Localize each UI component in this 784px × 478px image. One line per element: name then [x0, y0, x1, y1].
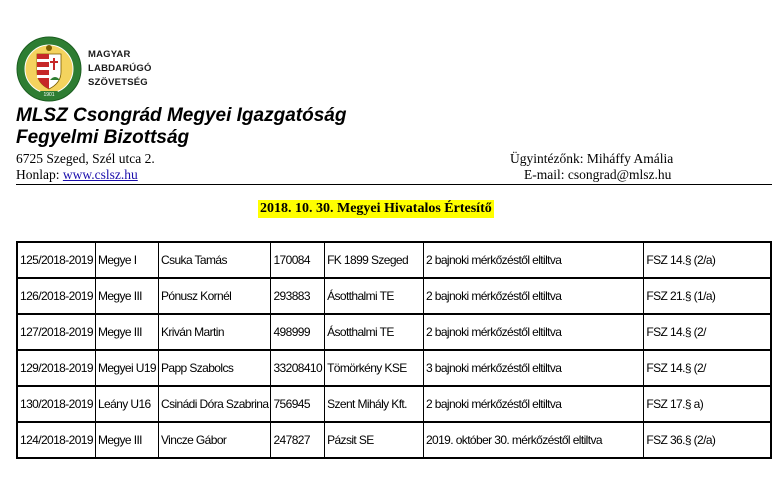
- case-number-cell: 129/2018-2019: [17, 350, 95, 386]
- player-name-cell: Csuka Tamás: [159, 242, 271, 278]
- rule-reference-cell: FSZ 14.§ (2/a): [644, 242, 771, 278]
- player-id-cell: 293883: [271, 278, 325, 314]
- mlsz-crest-icon: [16, 36, 82, 102]
- logo-line-1: MAGYAR: [88, 49, 131, 60]
- website-label: Honlap:: [16, 167, 63, 182]
- table-row: [17, 350, 771, 386]
- player-id-cell: 247827: [271, 422, 325, 458]
- sanction-cell: 2 bajnoki mérkőzéstől eltiltva: [423, 386, 643, 422]
- table-row: [17, 314, 771, 350]
- rule-reference-cell: FSZ 21.§ (1/a): [644, 278, 771, 314]
- league-cell: Megye III: [95, 422, 158, 458]
- contact-email: E-mail: csongrad@mlsz.hu: [524, 167, 672, 182]
- sanction-cell: 2 bajnoki mérkőzéstől eltiltva: [423, 314, 643, 350]
- address: 6725 Szeged, Szél utca 2.: [16, 151, 155, 166]
- sanction-cell: 2019. október 30. mérkőzéstől eltiltva: [423, 422, 643, 458]
- case-number-cell: 124/2018-2019: [17, 422, 95, 458]
- player-id-cell: 756945: [271, 386, 325, 422]
- case-number-cell: 126/2018-2019: [17, 278, 95, 314]
- player-name-cell: Vincze Gábor: [159, 422, 271, 458]
- club-cell: FK 1899 Szeged: [325, 242, 424, 278]
- logo-line-2: LABDARÚGÓ: [88, 63, 152, 74]
- player-id-cell: 170084: [271, 242, 325, 278]
- organization-subtitle: Fegyelmi Bizottság: [16, 127, 190, 148]
- player-name-cell: Kriván Martin: [159, 314, 271, 350]
- club-cell: Ásotthalmi TE: [325, 314, 424, 350]
- club-cell: Szent Mihály Kft.: [325, 386, 424, 422]
- table-row: [17, 278, 771, 314]
- club-cell: Pázsit SE: [325, 422, 424, 458]
- player-id-cell: 498999: [271, 314, 325, 350]
- player-name-cell: Pónusz Kornél: [159, 278, 271, 314]
- rule-reference-cell: FSZ 36.§ (2/a): [644, 422, 771, 458]
- rule-reference-cell: FSZ 14.§ (2/: [644, 314, 771, 350]
- case-handler: Ügyintézőnk: Miháffy Amália: [510, 151, 674, 166]
- svg-text:1901: 1901: [43, 92, 55, 98]
- club-cell: Ásotthalmi TE: [325, 278, 424, 314]
- header-divider: [16, 184, 772, 185]
- league-cell: Megye III: [95, 278, 158, 314]
- league-cell: Leány U16: [95, 386, 158, 422]
- table-row: [17, 386, 771, 422]
- rule-reference-cell: FSZ 14.§ (2/: [644, 350, 771, 386]
- player-id-cell: 33208410: [271, 350, 325, 386]
- table-row: [17, 422, 771, 458]
- disciplinary-table: [16, 241, 772, 459]
- case-number-cell: 125/2018-2019: [17, 242, 95, 278]
- league-cell: Megye I: [95, 242, 158, 278]
- case-number-cell: 127/2018-2019: [17, 314, 95, 350]
- organization-title: MLSZ Csongrád Megyei Igazgatóság: [16, 105, 347, 126]
- player-name-cell: Csinádi Dóra Szabrina: [159, 386, 271, 422]
- player-name-cell: Papp Szabolcs: [159, 350, 271, 386]
- website-line: [16, 167, 138, 183]
- sanction-cell: 2 bajnoki mérkőzéstől eltiltva: [423, 278, 643, 314]
- website-link[interactable]: www.cslsz.hu: [62, 167, 138, 182]
- league-cell: Megye III: [95, 314, 158, 350]
- case-number-cell: 130/2018-2019: [17, 386, 95, 422]
- league-cell: Megyei U19: [95, 350, 158, 386]
- notice-title: 2018. 10. 30. Megyei Hivatalos Értesítő: [260, 201, 492, 216]
- table-row: [17, 242, 771, 278]
- logo-wordmark: [88, 48, 152, 90]
- sanction-cell: 2 bajnoki mérkőzéstől eltiltva: [423, 242, 643, 278]
- rule-reference-cell: FSZ 17.§ a): [644, 386, 771, 422]
- club-cell: Tömörkény KSE: [325, 350, 424, 386]
- logo-line-3: SZÖVETSÉG: [88, 77, 148, 88]
- sanction-cell: 3 bajnoki mérkőzéstől eltiltva: [423, 350, 643, 386]
